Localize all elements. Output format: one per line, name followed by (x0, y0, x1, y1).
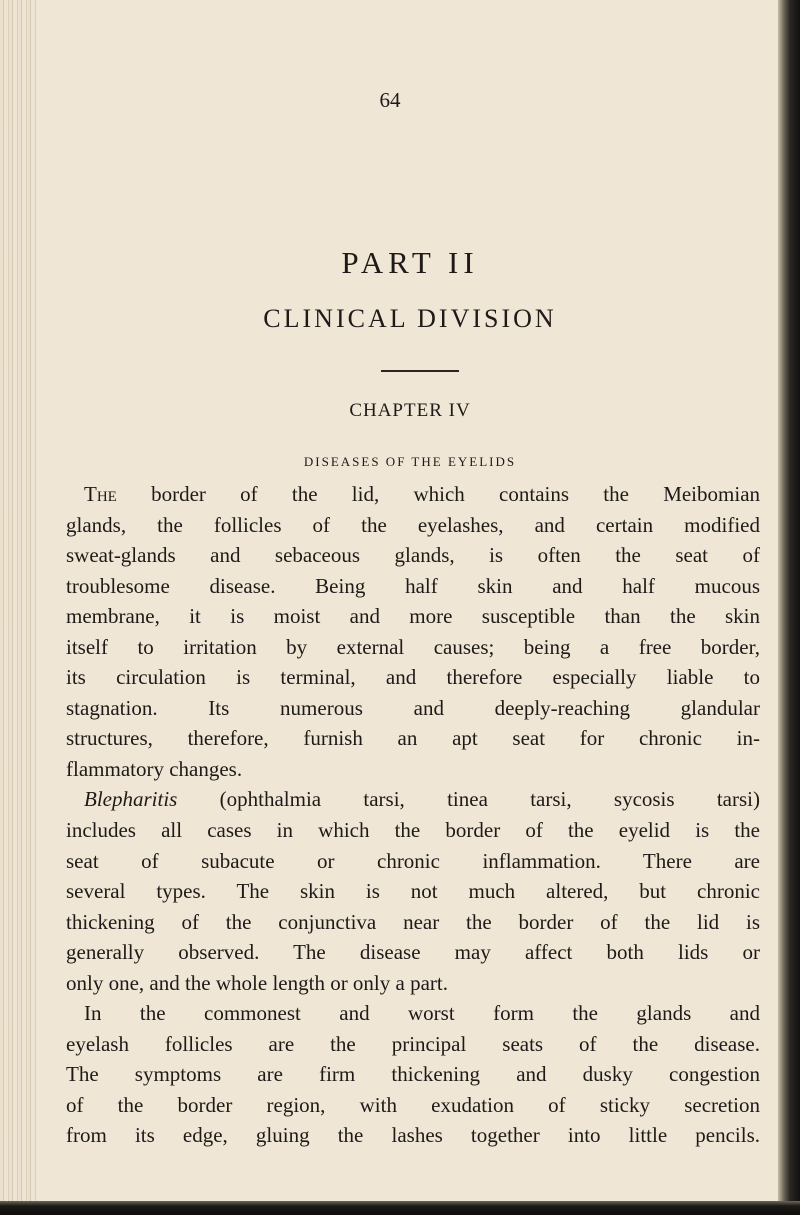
text-line: stagnation. Its numerous and deeply-reaching glandular (66, 695, 760, 720)
text-line: eyelash follicles are the principal seats of the disease. (66, 1031, 760, 1056)
page-number: 64 (379, 88, 401, 112)
page-edge-right (778, 0, 800, 1215)
part-title: PART II (341, 245, 479, 280)
section-divider-rule (381, 370, 459, 372)
text-line: In the commonest and worst form the glands and (84, 1001, 760, 1026)
body-text (60, 479, 760, 1151)
lead-word: The (84, 482, 117, 506)
text-line: thickening of the conjunctiva near the border of the lid is (66, 909, 760, 934)
text-line: glands, the follicles of the eyelashes, and certain modified (66, 512, 760, 537)
text-line-content: (ophthalmia tarsi, tinea tarsi, sycosis tarsi) (219, 787, 761, 812)
text-line: structures, therefore, furnish an apt seat for chronic in- (66, 726, 760, 751)
text-line: from its edge, gluing the lashes together into little pencils. (66, 1123, 760, 1148)
page-edge-bottom (0, 1201, 800, 1215)
text-line: of the border region, with exudation of sticky secretion (66, 1092, 760, 1117)
text-line: several types. The skin is not much altered, but chronic (66, 879, 760, 904)
text-line: itself to irritation by external causes; being a free border, (66, 634, 760, 659)
lead-word: Blepharitis (84, 787, 178, 812)
text-line: troublesome disease. Being half skin and half mucous (66, 573, 760, 598)
chapter-subtitle: DISEASES OF THE EYELIDS (303, 454, 517, 469)
text-line: The symptoms are firm thickening and dusky congestion (66, 1062, 760, 1087)
text-line: its circulation is terminal, and therefore especially liable to (66, 665, 760, 690)
page-binding-left (0, 0, 36, 1215)
text-line: flammatory changes. (66, 756, 243, 781)
division-title: CLINICAL DIVISION (263, 304, 557, 333)
text-line: membrane, it is moist and more susceptible than the skin (66, 604, 760, 629)
text-line-content: border of the lid, which contains the Meibomian (151, 482, 761, 506)
text-line: generally observed. The disease may affect both lids or (66, 940, 760, 965)
text-line: seat of subacute or chronic inflammation. There are (66, 848, 760, 873)
text-line (84, 784, 760, 815)
text-line: includes all cases in which the border of the eyelid is the (66, 818, 760, 843)
text-line (84, 479, 760, 510)
text-line: only one, and the whole length or only a part. (66, 970, 448, 995)
chapter-title: CHAPTER IV (349, 400, 471, 421)
book-page (60, 0, 760, 1200)
text-line: sweat-glands and sebaceous glands, is often the seat of (66, 543, 760, 568)
